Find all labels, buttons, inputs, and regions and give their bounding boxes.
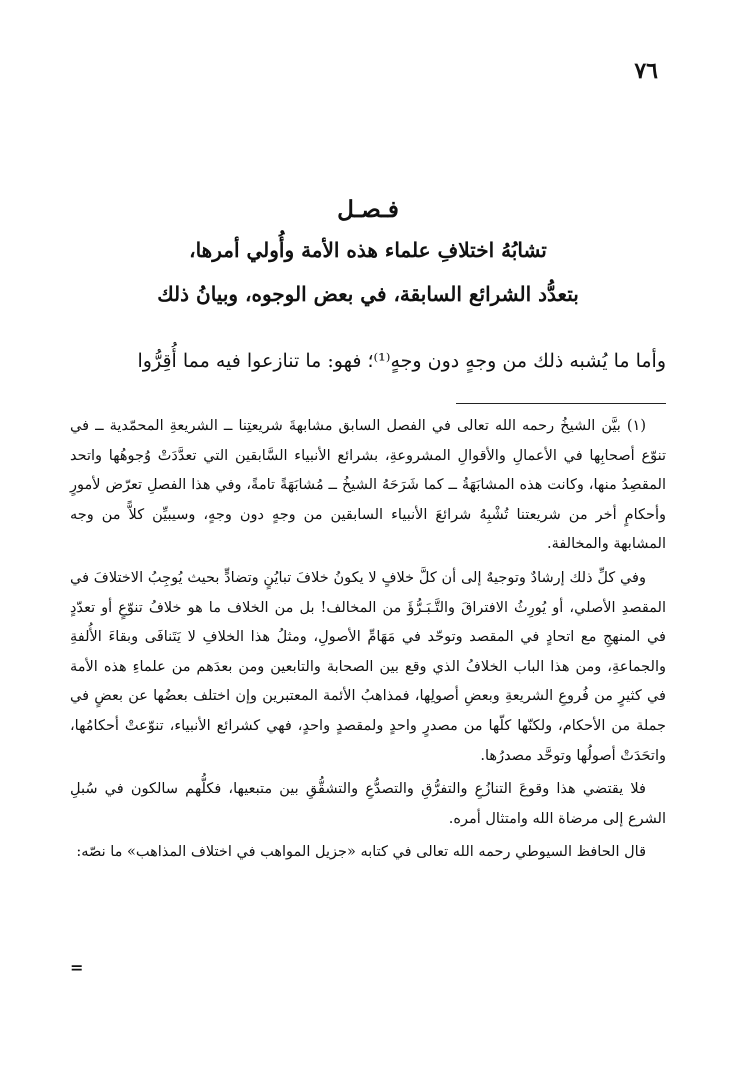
page-number: ٧٦ <box>634 58 658 84</box>
section-title-line-2: بتعدُّد الشرائع السابقة، في بعض الوجوه، وبيانُ ذلك <box>157 282 579 306</box>
footnote-paragraph: (١) بيَّن الشيخُ رحمه الله تعالى في الفصل السابق مشابهةَ شريعتِنا ــ الشريعةِ المحمّدية ــ في تنوّع أصحابِها في الأعمالِ والأقوالِ المشروعةِ، بشرائع الأنبياء السَّابقين التي تعدَّدَتْ وُجوهُها واتحد المقصِدُ منها، وكانت هذه المشابَهَةُ ــ كما شَرَحَهُ الشيخُ ــ مُشابَهَةً تامةً، وفي هذا الفصلِ تعرّض لأمورٍ وأحكامٍ أخر من شريعتنا تُشْبِهُ شرائعَ الأنبياء السابقين من وجهٍ دون وجهٍ، وسيبيِّن كلاًّ من وجه المشابهة والمخالفة. <box>70 418 666 553</box>
section-heading: فـصـل <box>337 196 399 223</box>
section-title-line-1: تشابُهُ اختلافِ علماء هذه الأمة وأُولي أمرها، <box>189 238 547 262</box>
footnote-paragraph: قال الحافظ السيوطي رحمه الله تعالى في كتابه «جزيل المواهب في اختلاف المذاهب» ما نصّه: <box>76 844 646 861</box>
footnote-paragraph: وفي كلِّ ذلك إرشادٌ وتوجيهٌ إلى أن كلَّ خلافٍ لا يكونُ خلافَ تبايُنٍ وتضادٍّ بحيث يُوجِبُ الاختلافَ في المقصدِ الأصلي، أو يُورِثُ الافتراقَ والتَّـبَـرُّؤَ من المخالف! بل من الخلاف ما هو خلافُ تنوّعٍ أو تعدّدٍ في المنهجِ مع اتحادٍ في المقصد وتوحّد في مَهَامِّ الأصولِ، ومثلُ هذا الخلافِ لا يَتَنافَى وبقاءَ الأُلفةِ والجماعةِ، ومن هذا الباب الخلافُ الذي وقع بين الصحابة والتابعين ومن بعدَهم من علماءِ هذه الأمة في كثيرٍ من فُروعِ الشريعةِ وبعضِ أصولِها، فمذاهبُ الأئمة المعتبرين وإن اختلف بعضُها عن بعضٍ في جملة من الأحكام، ولكنّها كلّها من مصدرٍ واحدٍ ولمقصدٍ واحدٍ، فهي كشرائع الأنبياء، تنوّعتْ أحكامُها، واتحَدَتْ أصولُها وتوحَّد مصدرُها. <box>70 569 666 764</box>
footnote-section <box>70 412 666 872</box>
footnote-paragraph: فلا يقتضي هذا وقوعَ التنازُعِ والتفرُّقِ والتصدُّعِ والتشقُّقِ بين متبعيها، فكلُّهم سالكون في سُبلِ الشرع إلى مرضاة الله وامتثال أمره. <box>70 781 666 827</box>
body-text-line: وأما ما يُشبه ذلك من وجهٍ دون وجهٍ⁽¹⁾؛ فهو: ما تنازعوا فيه مما أُقِرُّوا <box>137 350 666 372</box>
continuation-mark: = <box>70 958 84 977</box>
footnote-separator <box>456 403 666 404</box>
